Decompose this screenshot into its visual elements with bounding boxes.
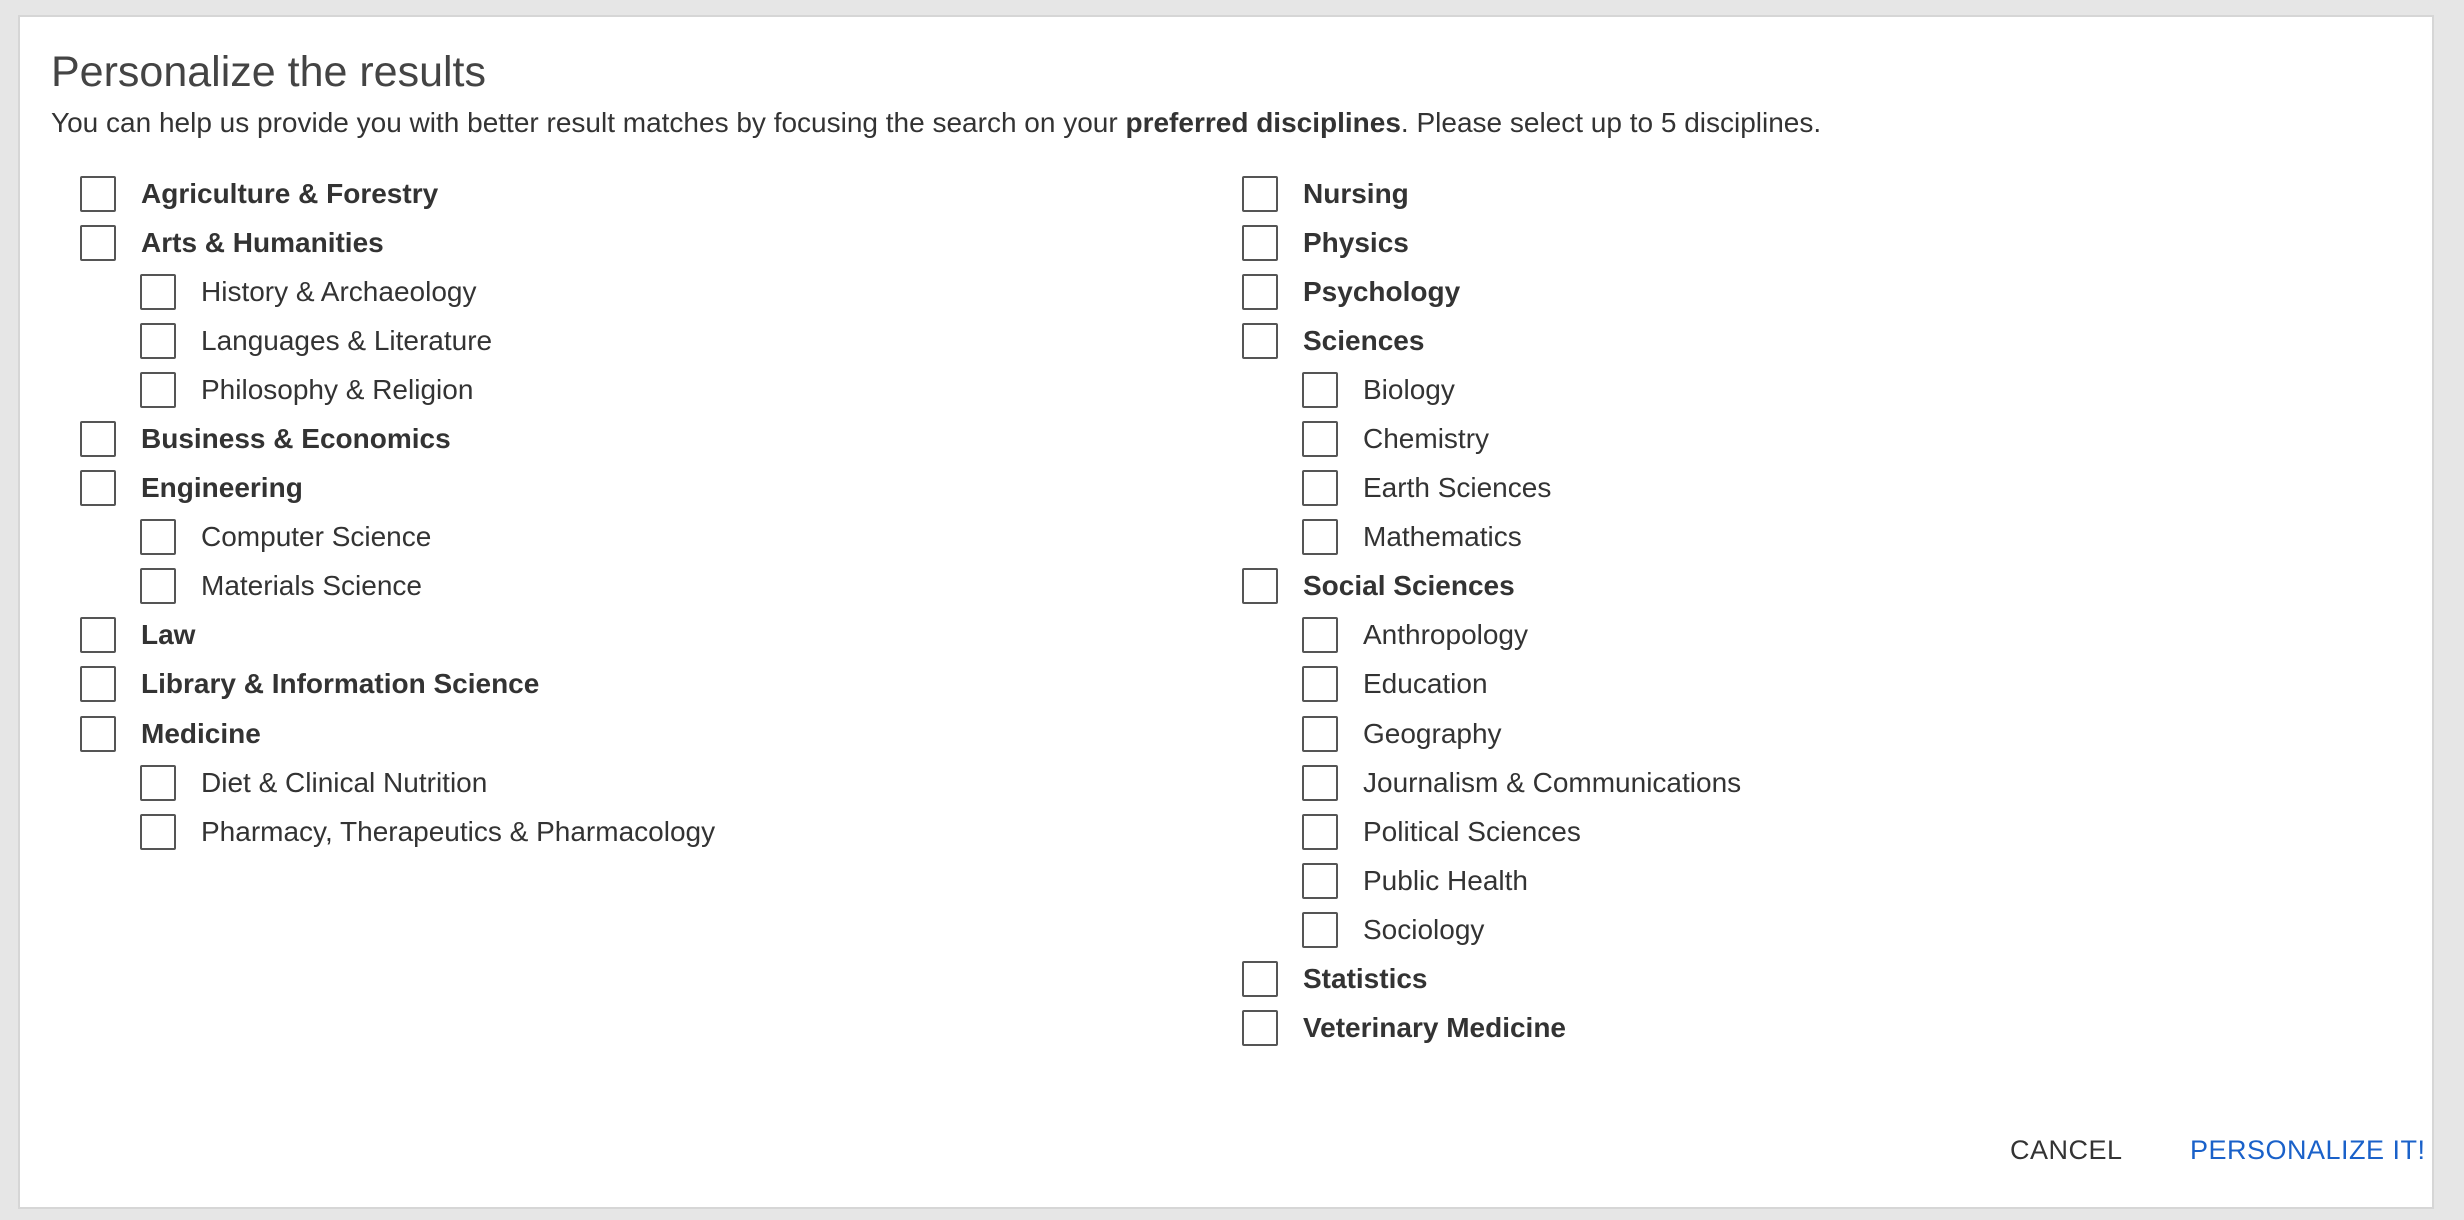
discipline-label: Physics [1303, 226, 1409, 258]
checkbox[interactable] [80, 176, 116, 212]
personalize-dialog [18, 15, 2434, 1209]
discipline-label: Psychology [1303, 275, 1461, 307]
checkbox[interactable] [140, 814, 176, 850]
discipline-label: Materials Science [201, 570, 422, 602]
discipline-journalism-and-communications[interactable] [1242, 758, 1741, 807]
discipline-diet-and-clinical-nutrition[interactable] [80, 758, 715, 807]
checkbox[interactable] [80, 421, 116, 457]
discipline-political-sciences[interactable] [1242, 807, 1741, 856]
checkbox[interactable] [1302, 863, 1338, 899]
discipline-mathematics[interactable] [1242, 513, 1741, 562]
discipline-languages-and-literature[interactable] [80, 316, 715, 365]
discipline-psychology[interactable] [1242, 267, 1741, 316]
discipline-pharmacy-therapeutics-and-pharmacology[interactable] [80, 807, 715, 856]
discipline-veterinary-medicine[interactable] [1242, 1004, 1741, 1053]
discipline-label: Statistics [1303, 963, 1428, 995]
checkbox[interactable] [80, 666, 116, 702]
checkbox[interactable] [140, 323, 176, 359]
discipline-label: Earth Sciences [1363, 472, 1552, 504]
discipline-geography[interactable] [1242, 709, 1741, 758]
disciplines-right-column [1242, 169, 1741, 1053]
discipline-materials-science[interactable] [80, 562, 715, 611]
checkbox[interactable] [1302, 617, 1338, 653]
discipline-computer-science[interactable] [80, 513, 715, 562]
discipline-label: Pharmacy, Therapeutics & Pharmacology [201, 815, 716, 847]
discipline-label: Social Sciences [1303, 570, 1515, 602]
checkbox[interactable] [1302, 765, 1338, 801]
checkbox[interactable] [1242, 961, 1278, 997]
discipline-label: Education [1363, 668, 1488, 700]
discipline-medicine[interactable] [80, 709, 715, 758]
cancel-button[interactable]: CANCEL [2010, 1135, 2123, 1165]
checkbox[interactable] [1242, 274, 1278, 310]
discipline-label: Anthropology [1363, 619, 1529, 651]
dialog-subtitle [51, 105, 1821, 141]
checkbox[interactable] [80, 470, 116, 506]
checkbox[interactable] [140, 568, 176, 604]
discipline-anthropology[interactable] [1242, 611, 1741, 660]
discipline-chemistry[interactable] [1242, 414, 1741, 463]
discipline-agriculture-and-forestry[interactable] [80, 169, 715, 218]
discipline-business-and-economics[interactable] [80, 414, 715, 463]
discipline-label: Sociology [1363, 913, 1485, 945]
discipline-label: Mathematics [1363, 521, 1522, 553]
discipline-label: Sciences [1303, 324, 1425, 356]
discipline-physics[interactable] [1242, 218, 1741, 267]
discipline-arts-and-humanities[interactable] [80, 218, 715, 267]
discipline-label: Geography [1363, 717, 1502, 749]
discipline-label: Arts & Humanities [141, 226, 384, 258]
discipline-label: Philosophy & Religion [201, 373, 474, 405]
checkbox[interactable] [1242, 323, 1278, 359]
checkbox[interactable] [1302, 716, 1338, 752]
discipline-philosophy-and-religion[interactable] [80, 365, 715, 414]
checkbox[interactable] [140, 372, 176, 408]
checkbox[interactable] [140, 274, 176, 310]
personalize-button[interactable]: PERSONALIZE IT! [2190, 1135, 2426, 1165]
discipline-label: Chemistry [1363, 423, 1490, 455]
checkbox[interactable] [80, 225, 116, 261]
discipline-label: Agriculture & Forestry [141, 177, 439, 209]
discipline-label: Engineering [141, 472, 303, 504]
checkbox[interactable] [1302, 912, 1338, 948]
discipline-library-and-information-science[interactable] [80, 660, 715, 709]
discipline-label: Languages & Literature [201, 324, 493, 356]
checkbox[interactable] [1242, 176, 1278, 212]
disciplines-left-column [80, 169, 715, 856]
discipline-education[interactable] [1242, 660, 1741, 709]
checkbox[interactable] [1242, 225, 1278, 261]
discipline-biology[interactable] [1242, 365, 1741, 414]
discipline-label: History & Archaeology [201, 275, 477, 307]
discipline-label: Business & Economics [141, 423, 451, 455]
discipline-label: Law [141, 619, 196, 651]
discipline-history-and-archaeology[interactable] [80, 267, 715, 316]
checkbox[interactable] [1302, 666, 1338, 702]
checkbox[interactable] [1302, 470, 1338, 506]
discipline-label: Veterinary Medicine [1303, 1012, 1567, 1044]
checkbox[interactable] [1302, 372, 1338, 408]
discipline-label: Political Sciences [1363, 815, 1581, 847]
checkbox[interactable] [1302, 519, 1338, 555]
subtitle-text-after: . Please select up to 5 disciplines. [1400, 107, 1822, 138]
discipline-earth-sciences[interactable] [1242, 464, 1741, 513]
discipline-label: Library & Information Science [141, 668, 540, 700]
checkbox[interactable] [1302, 814, 1338, 850]
discipline-label: Computer Science [201, 521, 432, 553]
discipline-nursing[interactable] [1242, 169, 1741, 218]
checkbox[interactable] [1242, 568, 1278, 604]
discipline-label: Public Health [1363, 864, 1528, 896]
dialog-title: Personalize the results [51, 48, 486, 96]
checkbox[interactable] [80, 617, 116, 653]
checkbox[interactable] [140, 765, 176, 801]
discipline-label: Biology [1363, 373, 1455, 405]
discipline-sociology[interactable] [1242, 905, 1741, 954]
checkbox[interactable] [1302, 421, 1338, 457]
discipline-engineering[interactable] [80, 464, 715, 513]
discipline-law[interactable] [80, 611, 715, 660]
discipline-social-sciences[interactable] [1242, 562, 1741, 611]
discipline-sciences[interactable] [1242, 316, 1741, 365]
checkbox[interactable] [140, 519, 176, 555]
discipline-label: Nursing [1303, 177, 1409, 209]
discipline-statistics[interactable] [1242, 955, 1741, 1004]
subtitle-text-before: You can help us provide you with better result matches by focusing the search on your [51, 107, 1126, 138]
discipline-public-health[interactable] [1242, 856, 1741, 905]
discipline-label: Journalism & Communications [1363, 766, 1742, 798]
subtitle-text-bold: preferred disciplines [1125, 107, 1401, 138]
discipline-label: Medicine [141, 717, 261, 749]
discipline-label: Diet & Clinical Nutrition [201, 766, 488, 798]
checkbox[interactable] [1242, 1010, 1278, 1046]
checkbox[interactable] [80, 716, 116, 752]
